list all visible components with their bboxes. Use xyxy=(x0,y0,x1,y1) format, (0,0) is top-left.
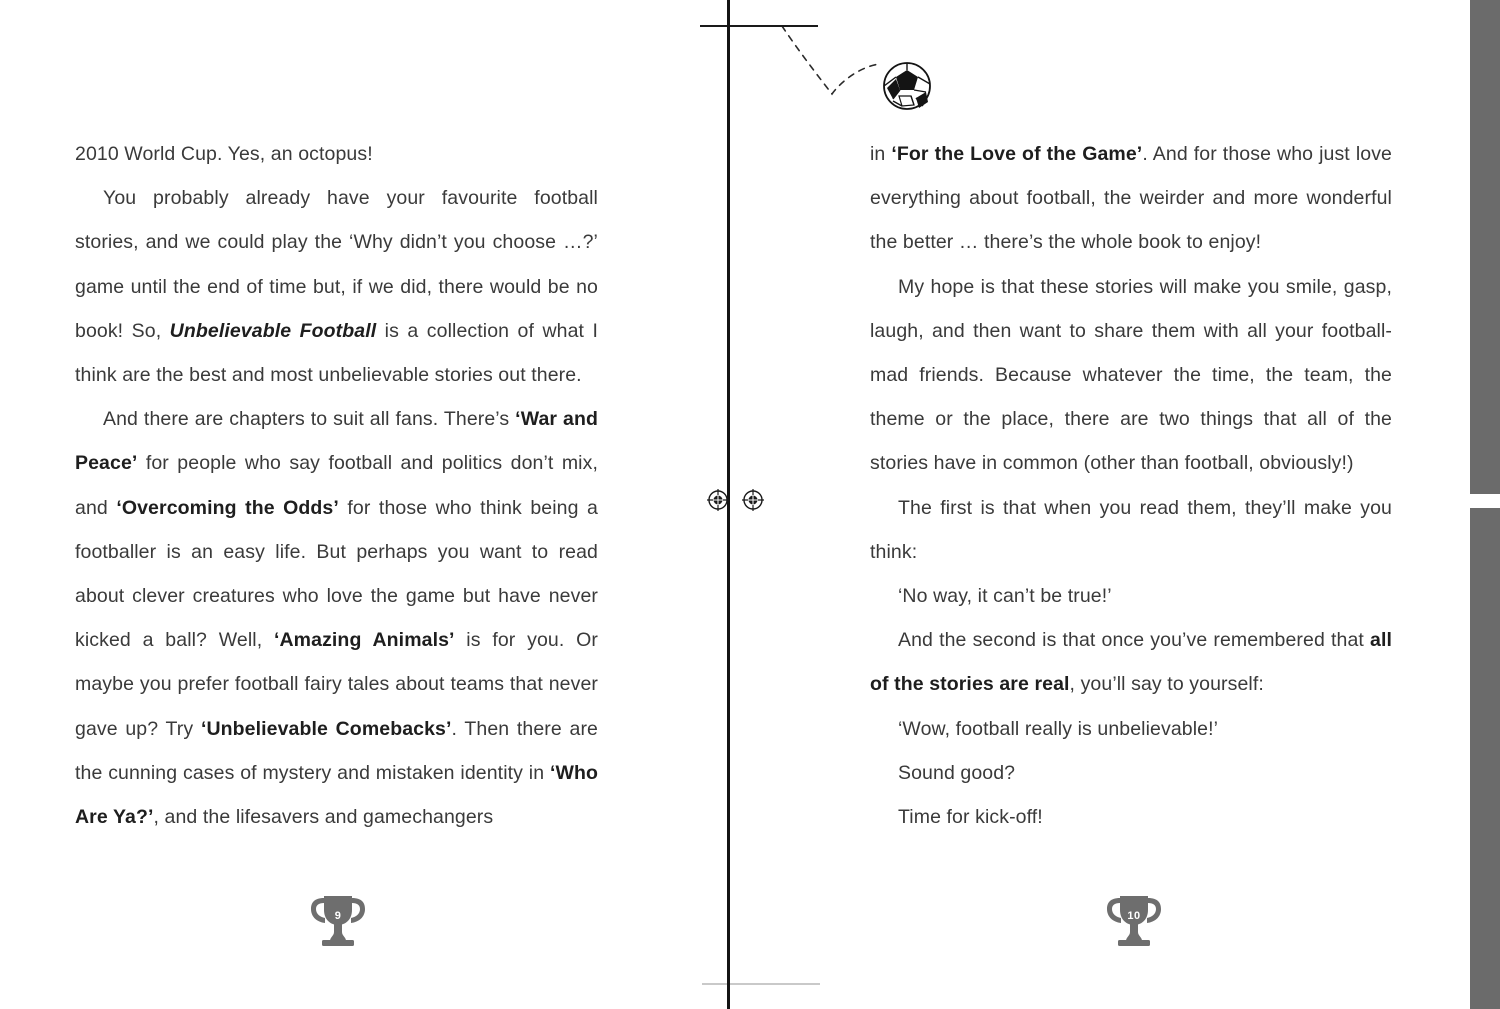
body-text: And there are chapters to suit all fans. There’s xyxy=(103,408,516,431)
paragraph xyxy=(870,795,1392,839)
body-text: Time for kick-off! xyxy=(898,806,1043,829)
right-page xyxy=(730,0,1430,1009)
paragraph xyxy=(870,574,1392,618)
page-number: 9 xyxy=(334,910,342,922)
chapter-title-emphasis: ‘For the Love of the Game’ xyxy=(891,143,1143,165)
body-text: is a collection of what I think are the best and most unbelievable stories out there. xyxy=(75,319,598,387)
paragraph xyxy=(75,397,598,839)
body-text: 2010 World Cup. Yes, an octopus! xyxy=(75,143,373,165)
body-text: . And for those who just love everything about football, the weirder and more wonderful the better … there’s the whole book to enjoy! xyxy=(870,143,1392,254)
chapter-title-emphasis: ‘War and Peace’ xyxy=(75,408,598,475)
registration-mark-right xyxy=(742,489,764,511)
page-edge-strip-upper xyxy=(1470,0,1500,494)
body-text: . Then there are the cunning cases of mystery and mistaken identity in xyxy=(75,717,598,784)
paragraph xyxy=(870,618,1392,706)
right-page-folio xyxy=(1102,890,1166,952)
paragraph xyxy=(870,707,1392,751)
chapter-title-emphasis: ‘Amazing Animals’ xyxy=(273,629,455,652)
chapter-title-emphasis: all of the stories are real xyxy=(870,629,1392,696)
body-text: And the second is that once you’ve remembered that xyxy=(898,629,1371,652)
paragraph xyxy=(870,265,1392,486)
body-text: , and the lifesavers and gamechangers xyxy=(153,806,494,829)
body-text: Sound good? xyxy=(898,761,1016,784)
body-text: The first is that when you read them, they’ll make you think: xyxy=(870,496,1392,563)
page-edge-strip-lower xyxy=(1470,508,1500,1009)
body-text: for people who say football and politics don’t mix, and xyxy=(75,452,598,519)
registration-mark-left xyxy=(707,489,729,511)
crop-mark-top xyxy=(700,25,818,27)
left-page-textblock xyxy=(75,132,598,839)
body-text: for those who think being a footballer is an easy life. But perhaps you want to read about clever creatures who love the game but have never kicked a ball? Well, xyxy=(75,496,598,652)
body-text: My hope is that these stories will make you smile, gasp, laugh, and then want to share them with all your football-mad friends. Because whatever the time, the team, the theme or the place, there are two things that all of the stories have in common (other than football, obviously!) xyxy=(870,275,1392,475)
body-text: , you’ll say to yourself: xyxy=(1069,673,1264,696)
paragraph xyxy=(870,132,1392,265)
paragraph xyxy=(870,486,1392,574)
paragraph xyxy=(75,176,598,397)
page-number: 10 xyxy=(1127,910,1141,922)
book-title-emphasis: Unbelievable Football xyxy=(169,319,377,342)
body-text: ‘Wow, football really is unbelievable!’ xyxy=(898,717,1219,740)
chapter-title-emphasis: ‘Who Are Ya?’ xyxy=(75,761,598,829)
right-page-textblock xyxy=(870,132,1392,839)
crop-mark-bottom xyxy=(702,983,820,985)
chapter-title-emphasis: ‘Overcoming the Odds’ xyxy=(116,496,339,519)
chapter-title-emphasis: ‘Unbelievable Comebacks’ xyxy=(200,717,452,740)
body-text: is for you. Or maybe you prefer football fairy tales about teams that never gave up? Try xyxy=(75,629,599,740)
body-text: ‘No way, it can’t be true!’ xyxy=(898,585,1112,608)
paragraph xyxy=(75,132,598,176)
body-text: in xyxy=(870,143,892,165)
left-page xyxy=(0,0,727,1009)
body-text: You probably already have your favourite football stories, and we could play the ‘Why didn’t you choose …?’ game until the end of time but, if we did, there would be no book! So, xyxy=(75,187,598,342)
left-page-folio xyxy=(306,890,370,952)
paragraph xyxy=(870,751,1392,795)
